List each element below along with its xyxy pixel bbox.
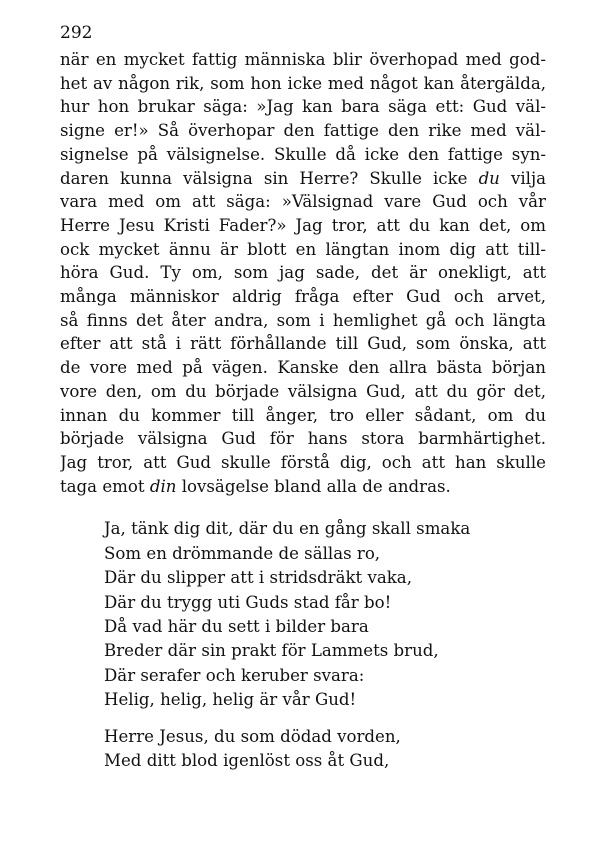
paragraph-line: när en mycket fattig människa blir överhopad med god-: [60, 50, 546, 69]
paragraph-line: vara med om att säga: »Välsignad vare Gud och vår: [60, 192, 546, 212]
paragraph-line: Herre Jesu Kristi Fader?» Jag tror, att du kan det, om: [60, 215, 546, 235]
poem-verse: Där du slipper att i stridsdräkt vaka,: [104, 568, 412, 588]
poem-stanza: [104, 517, 546, 712]
poem-stanza: [104, 725, 546, 774]
paragraph-line: signe er!» Så överhopar den fattige den rike med väl-: [60, 121, 546, 141]
poem-verse: Som en drömmande de sällas ro,: [104, 543, 381, 563]
paragraph-line: många människor aldrig fråga efter Gud och arvet,: [60, 287, 546, 307]
paragraph-line: vore den, om du började välsigna Gud, att du gör det,: [60, 381, 546, 401]
paragraph-line: de vore med på vägen. Kanske den allra bästa början: [60, 358, 546, 378]
paragraph-line: började välsigna Gud för hans stora barmhärtighet.: [60, 429, 546, 449]
emphasized-word: din: [149, 476, 177, 496]
paragraph-line: innan du kommer till ånger, tro eller sådant, om du: [60, 405, 546, 425]
paragraph-line: hur hon brukar säga: »Jag kan bara säga ett: Gud väl-: [60, 97, 546, 117]
emphasized-word: du: [478, 168, 500, 188]
book-page: [60, 22, 546, 785]
poem-verse: Helig, helig, helig är vår Gud!: [104, 690, 357, 710]
paragraph-line: ock mycket ännu är blott en längtan inom dig att till-: [60, 239, 546, 259]
body-paragraph: [60, 48, 546, 498]
paragraph-line: taga emot din lovsägelse bland alla de andras.: [60, 476, 451, 496]
paragraph-line: Jag tror, att Gud skulle förstå dig, och att han skulle: [60, 452, 546, 472]
paragraph-line: signelse på välsignelse. Skulle då icke den fattige syn-: [60, 144, 546, 164]
poem-verse: Med ditt blod igenlöst oss åt Gud,: [104, 751, 390, 771]
paragraph-line: daren kunna välsigna sin Herre? Skulle icke du vilja: [60, 168, 546, 188]
poem: [104, 517, 546, 773]
page-number: 292: [60, 23, 93, 43]
poem-verse: Ja, tänk dig dit, där du en gång skall smaka: [104, 519, 471, 539]
paragraph-line: höra Gud. Ty om, som jag sade, det är onekligt, att: [60, 263, 546, 283]
poem-verse: Där du trygg uti Guds stad får bo!: [104, 592, 392, 612]
paragraph-line: så finns det åter andra, som i hemlighet gå och längta: [60, 310, 546, 330]
poem-verse: Där serafer och keruber svara:: [104, 665, 365, 685]
poem-verse: Herre Jesus, du som dödad vorden,: [104, 726, 401, 746]
paragraph-line: efter att stå i rätt förhållande till Gud, som önska, att: [60, 334, 546, 354]
paragraph-line: het av någon rik, som hon icke med något kan återgälda,: [60, 73, 546, 93]
poem-verse: Då vad här du sett i bilder bara: [104, 616, 369, 636]
poem-verse: Breder där sin prakt för Lammets brud,: [104, 641, 439, 661]
